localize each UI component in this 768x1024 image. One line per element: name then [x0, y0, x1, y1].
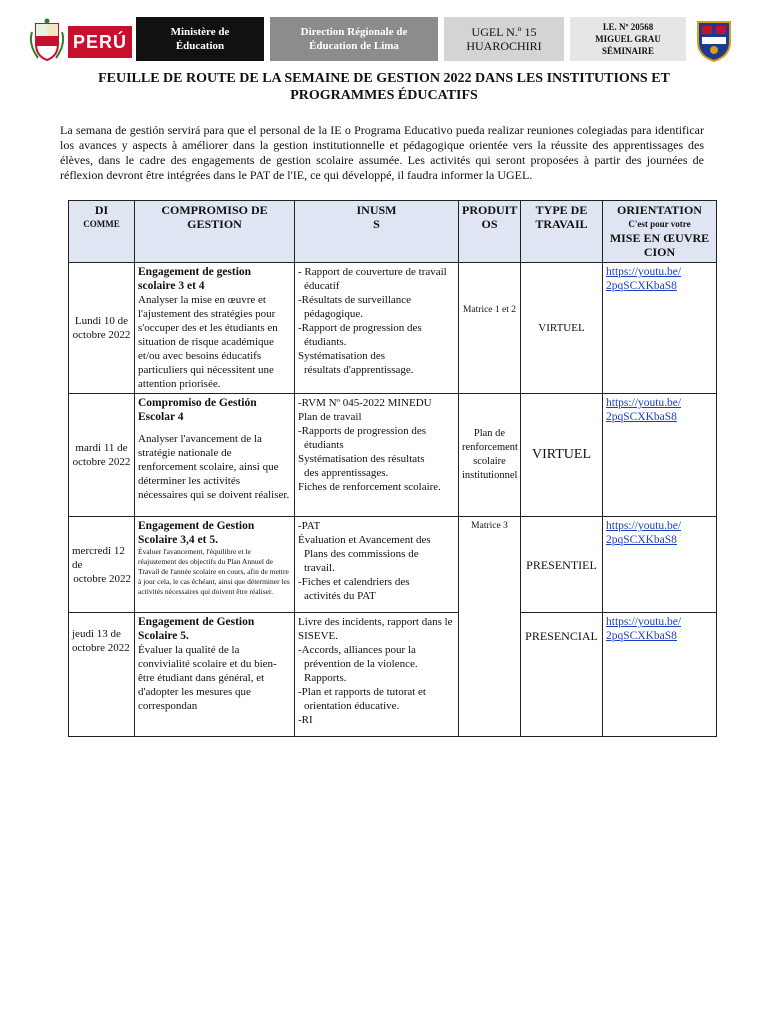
ugel-line-2: HUAROCHIRI	[466, 39, 542, 53]
row1-orientation	[603, 263, 717, 394]
header-products: PRODUIT OS	[459, 201, 521, 263]
row4-orientation	[603, 613, 717, 737]
row1-commitment: Engagement de gestion scolaire 3 et 4 Analyser la mise en œuvre et l'ajustement des stratégies pour s'occuper des et les étudiants en situation de risque académique et/ou avec besoins éducatifs particuliers qui nécessitent une attention priorisée.	[135, 263, 295, 394]
row1-type: VIRTUEL	[521, 263, 603, 394]
row4-inputs: Livre des incidents, rapport dans le SISEVE. -Accords, alliances pour la prévention de la violence. Rapports. -Plan et rapports de tutorat et orientation éducative. -RI	[295, 613, 459, 737]
school-line-1: I.E. Nº 20568	[602, 22, 654, 32]
coat-of-arms-icon	[28, 18, 66, 62]
table-row	[69, 394, 717, 517]
row2-day: mardi 11 de octobre 2022	[69, 394, 135, 517]
row4-day: jeudi 13 de octobre 2022	[69, 613, 135, 737]
ugel-box	[444, 17, 564, 61]
ministry-line-2: Éducation	[175, 40, 225, 52]
document-header	[0, 14, 768, 66]
row4-commitment: Engagement de Gestion Scolaire 5. Évaluer la qualité de la convivialité scolaire et du bien-être étudiant dans général, et d'adopter les mesures que correspondan	[135, 613, 295, 737]
row3-day: mercredi 12 de octobre 2022	[69, 517, 135, 613]
header-commitment: COMPROMISO DE GESTION	[135, 201, 295, 263]
header-type: TYPE DE TRAVAIL	[521, 201, 603, 263]
table-row	[69, 517, 717, 613]
ugel-line-1: UGEL N.º 15	[471, 25, 537, 39]
direction-line-1: Direction Régionale de	[300, 26, 408, 38]
peru-government-logo	[26, 16, 134, 64]
table-row	[69, 613, 717, 737]
school-line-2: MIGUEL GRAU	[595, 34, 661, 44]
peru-logo-text: PERÚ	[68, 26, 132, 58]
school-crest-icon	[694, 18, 734, 62]
ministry-box	[136, 17, 264, 61]
row2-commitment: Compromiso de Gestión Escolar 4 Analyser l'avancement de la stratégie nationale de renforcement scolaire, ainsi que déterminer les activités nécessaires qui se doivent réaliser.	[135, 394, 295, 517]
header-inputs: INUSM S	[295, 201, 459, 263]
table-row	[69, 263, 717, 394]
intro-paragraph: La semana de gestión servirá para que el personal de la IE o Programa Educativo pueda realizar reuniones colegiadas para identificar los avances y aspects à améliorer dans la gestion institutionnelle et pédagogique orientée vers la réussite des apprentissages des élèves, dans le cadre des engagements de gestion scolaire assumée. Les activités qui seront proposées à partir des journées de réflexion devront être intégrées dans le PAT de l'IE, ce qui développé, il faudra informer la UGEL.	[60, 123, 704, 182]
header-orientation: ORIENTATION C'est pour votre MISE EN ŒUVRE CION	[603, 201, 717, 263]
row4-youtube-link[interactable]: https://youtu.be/ 2pqSCXKbaS8	[606, 616, 682, 642]
row3-commitment: Engagement de Gestion Scolaire 3,4 et 5. Évaluer l'avancement, l'équilibre et le réajustement des objectifs du Plan Annuel de Travail de l'année scolaire en cours, afin de mettre à jour cela, le cas échéant, ainsi que déterminer les activités nécessaires qui doivent être réaliser.	[135, 517, 295, 613]
row3-orientation	[603, 517, 717, 613]
row3-inputs: -PAT Évaluation et Avancement des Plans des commissions de travail. -Fiches et calendriers des activités du PAT	[295, 517, 459, 613]
row3-products: Matrice 3	[459, 517, 521, 737]
row2-inputs: -RVM Nº 045-2022 MINEDU Plan de travail -Rapports de progression des étudiants Systématisation des résultats des apprentissages. Fiches de renforcement scolaire.	[295, 394, 459, 517]
row1-youtube-link[interactable]: https://youtu.be/ 2pqSCXKbaS8	[606, 266, 682, 292]
school-box	[570, 17, 686, 61]
row4-type: PRESENCIAL	[521, 613, 603, 737]
page-title	[60, 70, 708, 104]
title-line-2: PROGRAMMES ÉDUCATIFS	[290, 88, 478, 103]
row1-inputs: - Rapport de couverture de travail éducatif -Résultats de surveillance pédagogique. -Rapport de progression des étudiants. Systématisation des résultats d'apprentissage.	[295, 263, 459, 394]
row2-orientation	[603, 394, 717, 517]
row2-type: VIRTUEL	[521, 394, 603, 517]
direction-line-2: Éducation de Lima	[309, 40, 399, 52]
school-line-3: SÉMINAIRE	[601, 46, 654, 56]
row1-day: Lundi 10 de octobre 2022	[69, 263, 135, 394]
row2-products: Plan de renforcement scolaire institutionnel	[459, 394, 521, 517]
header-day: DI COMME	[69, 201, 135, 263]
row3-type: PRESENTIEL	[521, 517, 603, 613]
title-line-1: FEUILLE DE ROUTE DE LA SEMAINE DE GESTION 2022 DANS LES INSTITUTIONS ET	[98, 71, 670, 86]
row2-youtube-link[interactable]: https://youtu.be/ 2pqSCXKbaS8	[606, 397, 682, 423]
table-header-row	[69, 201, 717, 263]
ministry-line-1: Ministère de	[170, 26, 230, 38]
row1-products: Matrice 1 et 2	[459, 263, 521, 394]
route-table	[68, 200, 717, 737]
direction-box	[270, 17, 438, 61]
row3-youtube-link[interactable]: https://youtu.be/ 2pqSCXKbaS8	[606, 520, 682, 546]
